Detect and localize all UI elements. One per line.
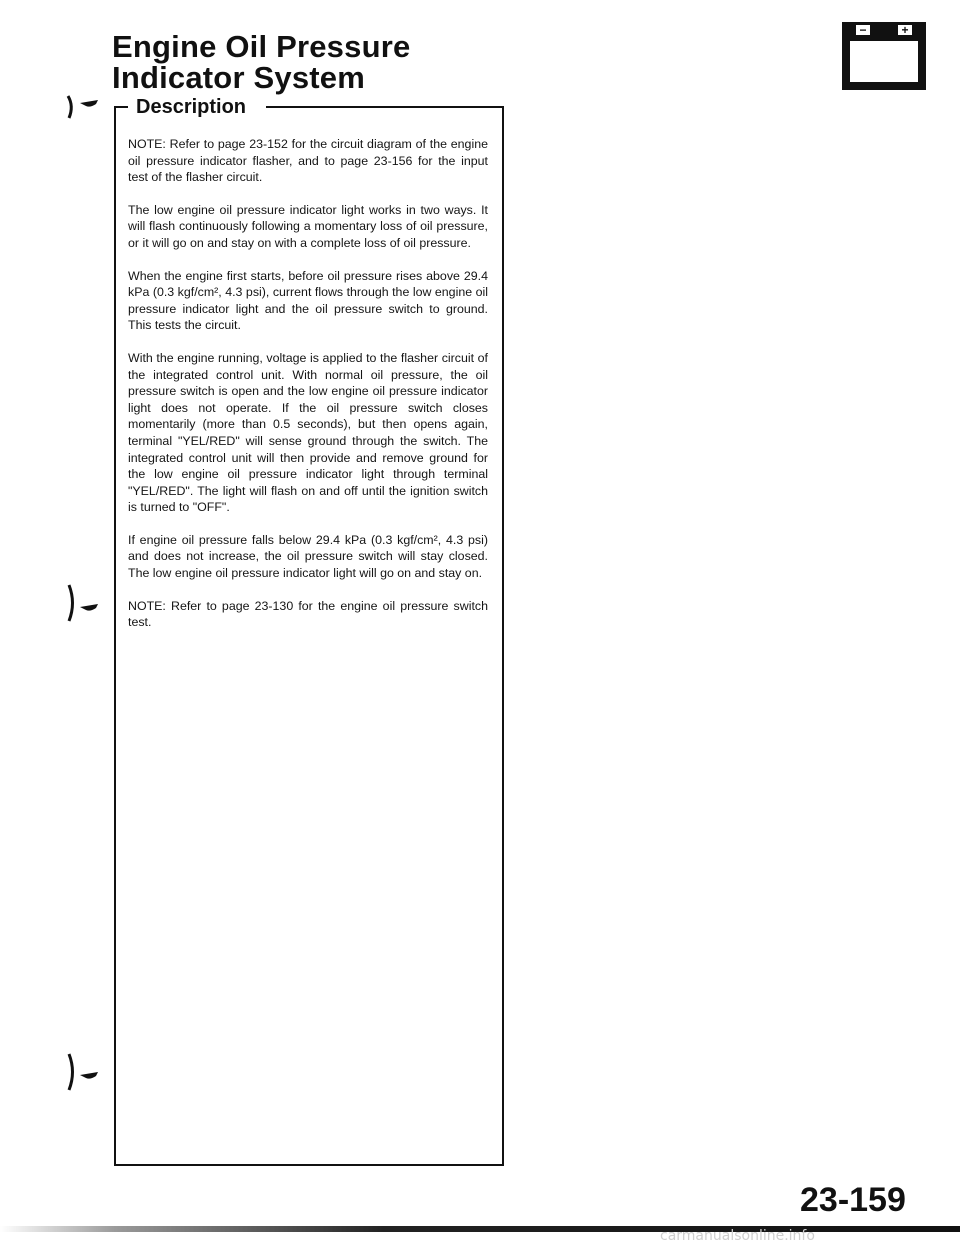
binding-bracket-icon [66, 1052, 100, 1092]
description-body [128, 136, 488, 647]
battery-minus-label: − [859, 23, 867, 37]
heading-rule-left [116, 106, 128, 108]
section-heading-label: Description [136, 96, 247, 118]
bottom-rule [0, 1226, 960, 1232]
battery-icon [842, 22, 926, 90]
page-title-line-1: Engine Oil Pressure [112, 29, 411, 64]
section-heading [116, 97, 502, 119]
body-paragraph: If engine oil pressure falls below 29.4 kPa (0.3 kgf/cm², 4.3 psi) and does not increase, the oil pressure switch will stay closed. The low engine oil pressure indicator light will go on and stay on. [128, 532, 488, 581]
heading-rule-right [266, 106, 502, 108]
page-title-line-2: Indicator System [112, 60, 366, 95]
body-paragraph: The low engine oil pressure indicator light works in two ways. It will flash continuously following a momentary loss of oil pressure, or it will go on and stay on with a complete loss of oil pressure. [128, 202, 488, 250]
binding-bracket-icon [66, 583, 100, 623]
description-box [114, 106, 504, 1166]
page-number: 23-159 [800, 1181, 906, 1219]
note-paragraph: NOTE: Refer to page 23-152 for the circuit diagram of the engine oil pressure indicator flasher, and to page 23-156 for the input test of the flasher circuit. [128, 137, 488, 185]
watermark: carmanualsonline.info [660, 1228, 815, 1244]
binding-bracket-icon [66, 95, 100, 119]
note-paragraph: NOTE: Refer to page 23-130 for the engine oil pressure switch test. [128, 598, 488, 630]
battery-plus-label: + [901, 23, 909, 37]
body-paragraph: When the engine first starts, before oil pressure rises above 29.4 kPa (0.3 kgf/cm², 4.3 psi), current flows through the low engine oil pressure indicator light and the oil pressure switch to ground. This tests the circuit. [128, 268, 488, 333]
body-paragraph: With the engine running, voltage is applied to the flasher circuit of the integrated control unit. With normal oil pressure, the oil pressure switch is open and the low engine oil pressure indicator light does not operate. If the oil pressure switch closes momentarily (more than 0.5 seconds), but then opens again, terminal "YEL/RED" will sense ground through the switch. The integrated control unit will then provide and remove ground for the low engine oil pressure indicator light through terminal "YEL/RED". The light will flash on and off until the ignition switch is turned to "OFF". [128, 350, 488, 515]
